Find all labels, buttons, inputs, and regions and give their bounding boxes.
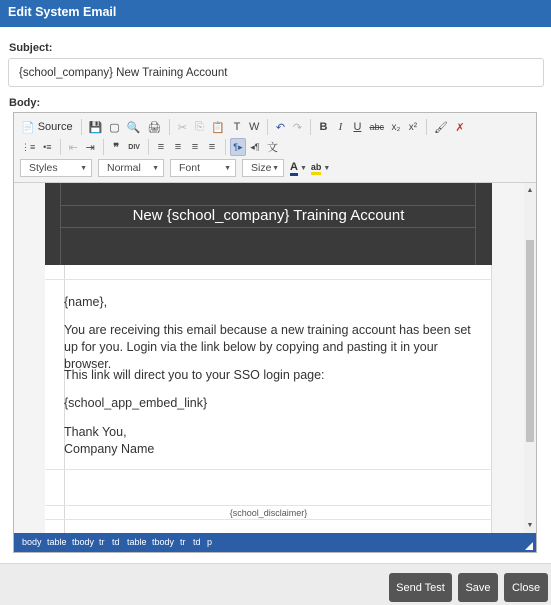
- source-button[interactable]: [18, 118, 76, 136]
- table-gridline: [45, 469, 492, 470]
- email-paragraph-intro: You are receiving this email because a new training account has been set up for you. Login via the link below by copying and pasting it in your browser.: [64, 323, 471, 371]
- background-color-button[interactable]: [311, 162, 330, 175]
- print-icon[interactable]: 🖨: [147, 121, 162, 134]
- path-item[interactable]: td: [193, 537, 201, 547]
- chevron-down-icon: ▼: [80, 164, 87, 172]
- preview-icon[interactable]: 🔍: [126, 121, 141, 134]
- paste-text-icon[interactable]: T: [233, 121, 241, 133]
- subject-input[interactable]: [8, 58, 544, 87]
- table-gridline: [60, 205, 475, 206]
- toolbar-separator: [225, 139, 226, 155]
- chevron-down-icon: ▼: [323, 164, 331, 172]
- toolbar-separator: [169, 119, 170, 135]
- create-div-icon[interactable]: DIV: [128, 143, 140, 151]
- table-gridline: [60, 183, 61, 265]
- styles-dropdown-label: Styles: [29, 162, 58, 174]
- bold-icon[interactable]: B: [319, 121, 328, 133]
- dialog-footer: [0, 563, 551, 605]
- format-dropdown-label: Normal: [107, 162, 141, 174]
- toolbar-separator: [81, 119, 82, 135]
- email-company-name: Company Name: [64, 442, 155, 456]
- email-title: New {school_company} Training Account: [132, 207, 405, 224]
- bulleted-list-icon[interactable]: •≡: [43, 142, 52, 152]
- toolbar-separator: [103, 139, 104, 155]
- size-dropdown-label: Size: [251, 162, 272, 174]
- align-left-icon[interactable]: ≡: [157, 141, 165, 153]
- email-signoff: Thank You,: [64, 425, 127, 439]
- outdent-icon[interactable]: ⇤: [68, 141, 78, 154]
- toolbar-row-3: [18, 158, 334, 178]
- text-color-icon: A: [290, 161, 298, 176]
- blockquote-icon[interactable]: ❞: [113, 141, 120, 154]
- italic-icon[interactable]: I: [338, 121, 343, 133]
- copy-format-icon[interactable]: 🖌: [433, 121, 448, 134]
- justify-icon[interactable]: ≡: [208, 141, 216, 153]
- toolbar-row-2: [18, 137, 282, 157]
- strikethrough-icon[interactable]: abc: [369, 122, 384, 132]
- paste-icon[interactable]: 📋: [211, 121, 226, 134]
- paste-word-icon[interactable]: W: [249, 121, 260, 133]
- toolbar-separator: [310, 119, 311, 135]
- text-direction-ltr-icon[interactable]: ¶▸: [230, 138, 246, 156]
- undo-icon[interactable]: ↶: [275, 121, 286, 134]
- editor-scrollbar[interactable]: [524, 183, 536, 533]
- body-label: Body:: [9, 97, 41, 109]
- text-direction-rtl-icon[interactable]: ◂¶: [250, 141, 260, 152]
- save-button[interactable]: Save: [458, 573, 498, 602]
- toolbar-separator: [60, 139, 61, 155]
- email-header-banner: [45, 183, 492, 265]
- chevron-down-icon: ▼: [272, 164, 279, 172]
- editor-toolbar: [14, 113, 536, 183]
- chevron-down-icon: ▼: [152, 164, 159, 172]
- align-center-icon[interactable]: ≡: [174, 141, 182, 153]
- editor-element-path: [14, 533, 536, 552]
- save-doc-icon[interactable]: 💾: [88, 121, 103, 134]
- background-color-icon: ab: [311, 162, 322, 175]
- subject-label: Subject:: [9, 42, 53, 54]
- table-gridline: [45, 279, 492, 280]
- email-link-placeholder: {school_app_embed_link}: [64, 396, 208, 410]
- align-right-icon[interactable]: ≡: [191, 141, 199, 153]
- size-dropdown[interactable]: [242, 159, 284, 177]
- email-template: [45, 183, 492, 533]
- remove-format-icon[interactable]: ✗: [455, 121, 465, 134]
- toolbar-separator: [426, 119, 427, 135]
- table-gridline: [491, 265, 492, 533]
- path-item[interactable]: td: [112, 537, 120, 547]
- superscript-icon[interactable]: x²: [408, 121, 418, 133]
- toolbar-separator: [148, 139, 149, 155]
- dialog-header: [0, 0, 551, 27]
- table-gridline: [60, 227, 475, 228]
- send-test-button[interactable]: Send Test: [389, 573, 452, 602]
- chevron-down-icon: ▼: [224, 164, 231, 172]
- underline-icon[interactable]: U: [353, 121, 362, 133]
- close-button[interactable]: Close: [504, 573, 548, 602]
- source-icon: 📄: [21, 121, 35, 134]
- chevron-down-icon: ▼: [299, 164, 307, 172]
- subscript-icon[interactable]: x₂: [391, 121, 401, 133]
- scroll-thumb[interactable]: [526, 240, 534, 442]
- email-greeting: {name},: [64, 295, 108, 309]
- new-page-icon[interactable]: ▢: [109, 121, 120, 134]
- language-icon[interactable]: 文: [266, 142, 278, 154]
- table-gridline: [45, 519, 492, 520]
- text-color-button[interactable]: [290, 161, 307, 176]
- font-dropdown[interactable]: [170, 159, 236, 177]
- rich-text-editor: [13, 112, 537, 553]
- path-item[interactable]: tbody: [72, 537, 95, 547]
- toolbar-row-1: [18, 117, 469, 137]
- path-item[interactable]: body: [22, 537, 42, 547]
- cut-icon[interactable]: ✂: [177, 121, 187, 134]
- resize-handle-icon[interactable]: [525, 542, 533, 550]
- scroll-down-icon[interactable]: ▼: [526, 522, 534, 529]
- table-gridline: [45, 505, 492, 506]
- numbered-list-icon[interactable]: ⋮≡: [21, 141, 36, 152]
- indent-icon[interactable]: ⇥: [85, 141, 95, 154]
- copy-icon[interactable]: ⎘: [194, 120, 204, 133]
- path-item[interactable]: p: [207, 537, 213, 547]
- editor-content[interactable]: [14, 183, 524, 533]
- source-label: Source: [37, 121, 73, 133]
- font-dropdown-label: Font: [179, 162, 201, 174]
- path-item[interactable]: tr: [99, 537, 105, 547]
- email-disclaimer: {school_disclaimer}: [229, 508, 308, 518]
- path-item[interactable]: table: [47, 537, 67, 547]
- redo-icon[interactable]: ↷: [292, 121, 303, 134]
- styles-dropdown[interactable]: [20, 159, 92, 177]
- table-gridline: [475, 183, 476, 265]
- path-item[interactable]: tbody: [152, 537, 175, 547]
- path-item[interactable]: tr: [180, 537, 186, 547]
- path-item[interactable]: table: [127, 537, 147, 547]
- toolbar-separator: [267, 119, 268, 135]
- scroll-up-icon[interactable]: ▲: [526, 187, 534, 194]
- format-dropdown[interactable]: [98, 159, 164, 177]
- email-paragraph-link-info: This link will direct you to your SSO login page:: [64, 368, 325, 382]
- dialog-title: Edit System Email: [8, 5, 117, 19]
